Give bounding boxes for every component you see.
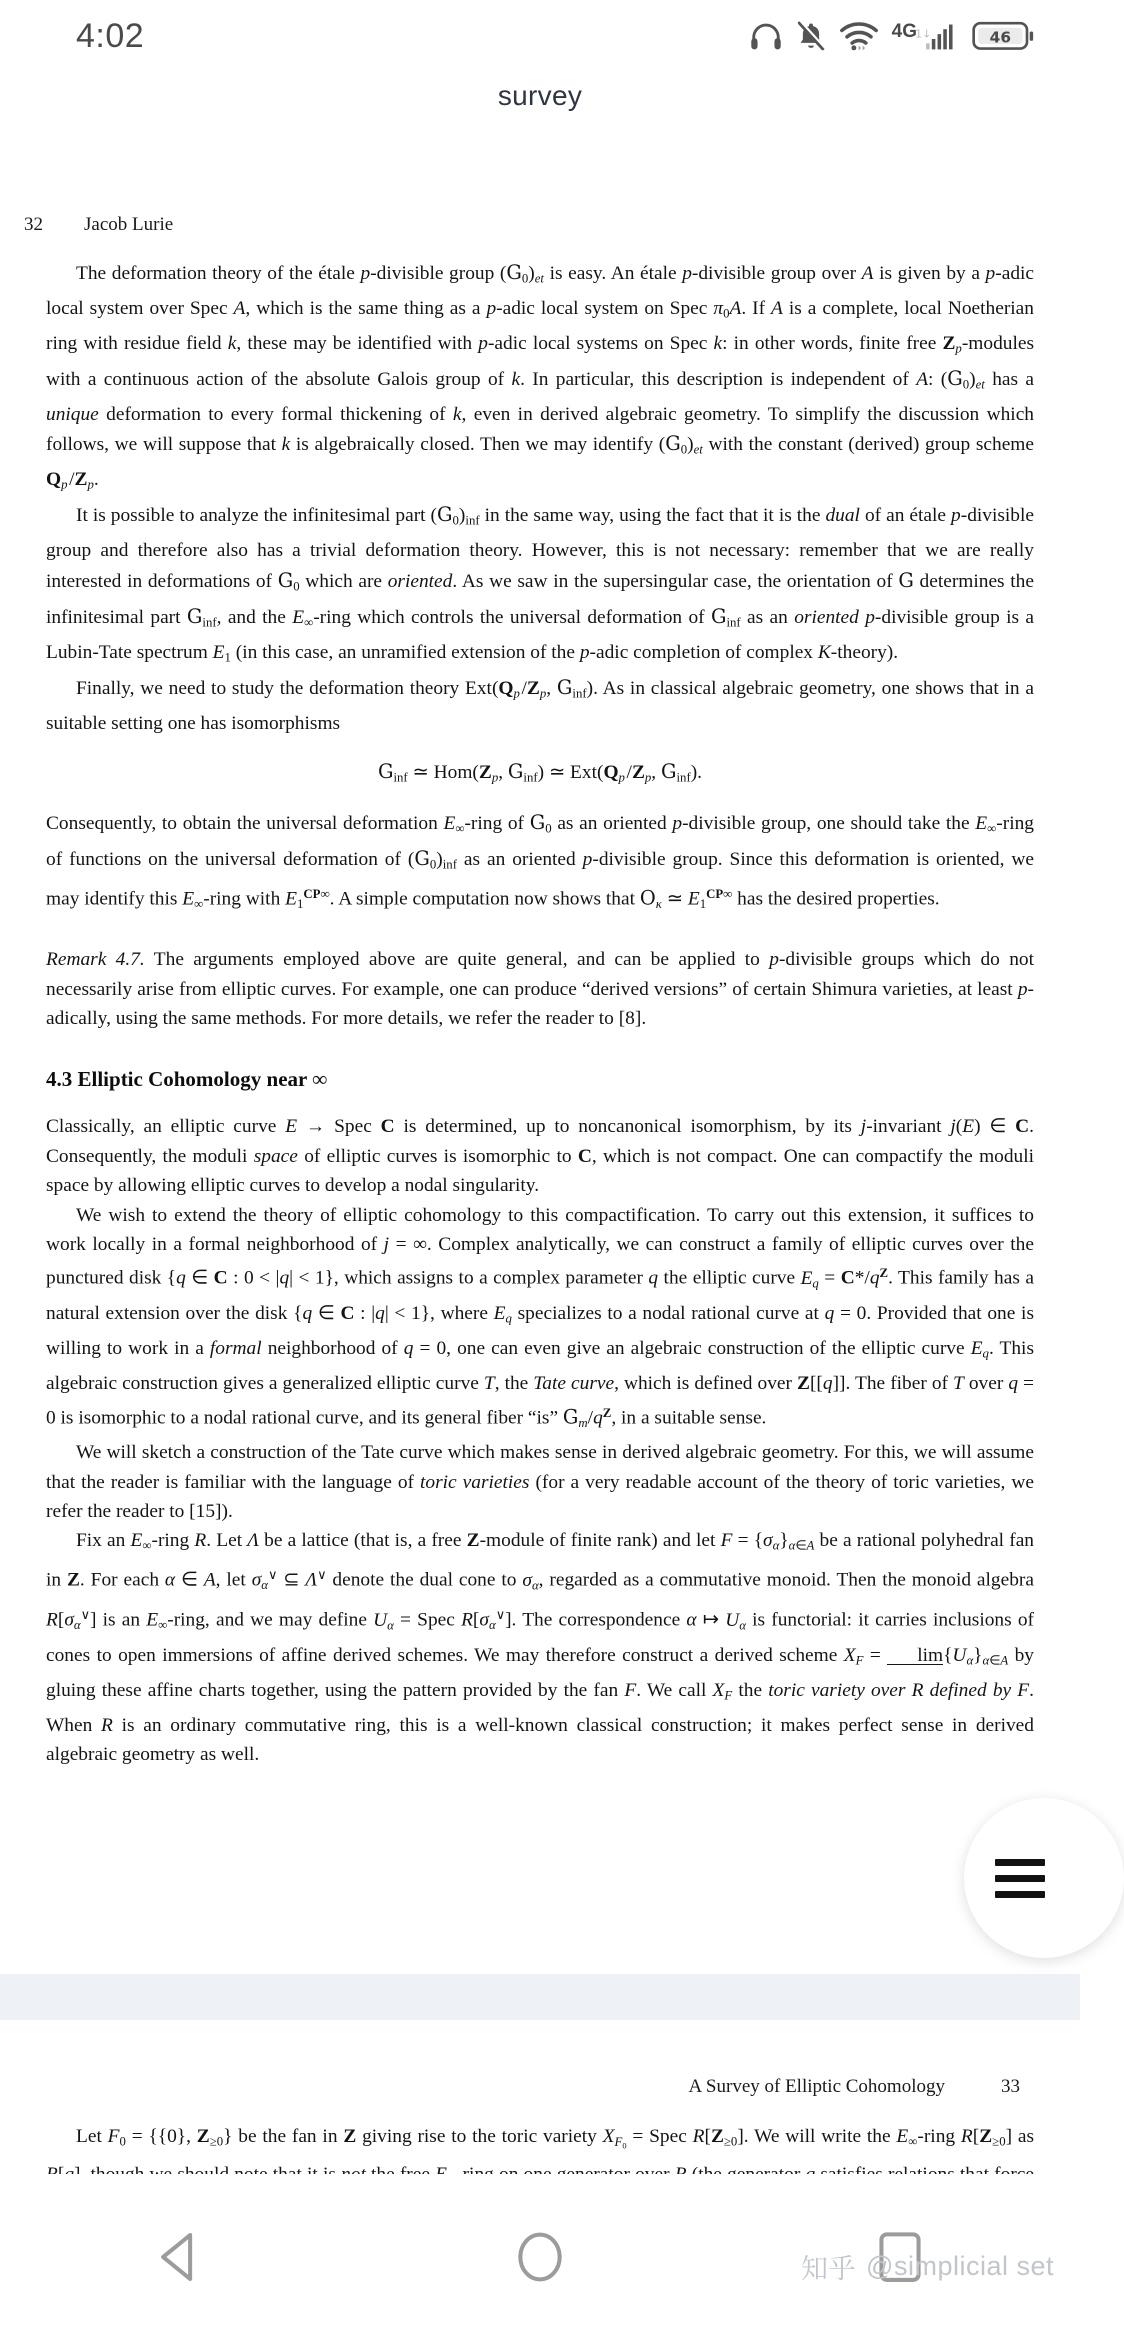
running-head-title: A Survey of Elliptic Cohomology	[688, 2076, 945, 2097]
paragraph-2: It is possible to analyze the infinitesimal part $(G_0)_{inf}$ in the same way, using the fact that it is the dual of an étale p-divisible group and therefore also has a trivial deformation theory. However, this is not necessary: remember that we are really interested in deformations of $G_0$ which are oriented. As we saw in the supersingular case, the orientation of G determines the infinitesimal part $G_{inf}$, and the $E_\infty$-ring which controls the universal deformation of $G_{inf}$ as an oriented p-divisible group is a Lubin-Tate spectrum $E_1$ (in this case, an unramified extension of the p-adic completion of complex K-theory).	[46, 503, 1035, 665]
app-title-bar	[0, 72, 1080, 120]
displayed-equation: $G_{inf}$ ≃ $Hom(Z_p$, $G_{inf}$) ≃ $Ext(Q_p$ $/Z_p$, $G_{inf}$).	[377, 760, 703, 785]
running-head-left	[24, 134, 1056, 236]
folio-number-right: 33	[1001, 2076, 1020, 2097]
back-triangle-icon	[154, 2230, 206, 2284]
hamburger-menu-icon	[995, 1850, 1045, 1907]
paragraph-8: Fix an $E_\infty$-ring R. Let Λ be a lattice (that is, a free Z-module of finite rank) and let $F = \{\sigma_\alpha\}_{\alpha\in A}$ be a rational polyhedral fan in Z. For each α ∈ A, let $\sigma_\alpha^\vee$ ⊆ Λ∨ denote the dual cone to $\sigma_\alpha$, regarded as a commutative monoid. Then the monoid algebra $R[\sigma_\alpha^\vee]$ is an $E_\infty$-ring, and we may define $U_\alpha$ = Spec $R[\sigma_\alpha^\vee]$. The correspondence α ↦ $U_\alpha$ is functorial: it carries inclusions of cones to open immersions of affine derived schemes. We may therefore construct a derived scheme $X_F = \lim\{U_\alpha\}_{\alpha\in A}$ by gluing these affine charts together, using the pattern provided by the fan F. We call $X_F$ the toric variety over R defined by F. When R is an ordinary commutative ring, this is a well-known classical construction; it makes perfect sense in derived algebraic geometry as well.	[46, 1530, 1034, 1765]
running-head-author: Jacob Lurie	[84, 214, 174, 235]
nav-home-button[interactable]	[360, 2229, 720, 2285]
page-32-body	[24, 258, 1056, 738]
remark-label: Remark 4.7.	[46, 949, 145, 971]
paragraph-3: Finally, we need to study the deformation theory $Ext(Q_p$ $/Z_p$, $G_{inf}$). As in classical algebraic geometry, one shows that in a suitable setting one has isomorphisms	[46, 675, 1034, 734]
remark-4-7: Remark 4.7. The arguments employed above are quite general, and can be applied to p-divisible groups which do not necessarily arise from elliptic curves. For example, one can produce “derived versions” of certain Shimura varieties, at least p-adically, using the same methods. For more details, we refer the reader to [8].	[46, 949, 1034, 1030]
pdf-page-32	[0, 134, 1080, 1974]
paragraph-9: Let $F_0 = \{\{0\}$, $Z_{\ge 0}$} be the fan in Z giving rise to the toric variety $X_{F_0}$ = Spec $R[Z_{\ge 0}]$. We will write the $E_\infty$-ring $R[Z_{\ge 0}]$ as	[76, 2126, 1035, 2150]
page-title: survey	[497, 80, 583, 111]
svg-text:46: 46	[989, 28, 1012, 47]
page-separator	[0, 1974, 1080, 2020]
home-circle-icon	[514, 2229, 566, 2285]
section-heading-4-3: 4.3 Elliptic Cohomology near ∞	[46, 1067, 328, 1092]
bell-muted-icon	[796, 20, 826, 52]
paragraph-7: We will sketch a construction of the Tate curve which makes sense in derived algebraic geometry. For this, we will assume that the reader is familiar with the language of toric varieties (for a very readable account of the theory of toric varieties, we refer the reader to [15]).	[46, 1442, 1034, 1522]
signal-4g-icon	[892, 21, 959, 51]
status-icon-group	[749, 20, 1034, 52]
document-reader-canvas[interactable]	[0, 134, 1080, 2174]
running-head-right	[24, 2020, 1056, 2098]
wifi-icon	[839, 21, 879, 51]
network-type-label: 4G	[891, 21, 917, 42]
status-bar	[0, 0, 1080, 72]
paragraph-5: Classically, an elliptic curve E → Spec C is determined, up to noncanonical isomorphism, by its j-invariant j(E) ∈ C. Consequently, the moduli space of elliptic curves is isomorphic to C, which is not compact. One can compactify the moduli space by allowing elliptic curves to develop a nodal singularity.	[46, 1116, 1035, 1197]
battery-icon	[972, 20, 1034, 52]
nav-back-button[interactable]	[0, 2230, 360, 2284]
zhihu-watermark	[801, 2247, 1054, 2286]
folio-number-left: 32	[24, 214, 43, 235]
status-clock: 4:02	[76, 16, 145, 55]
paragraph-4: Consequently, to obtain the universal deformation $E_\infty$-ring of $G_0$ as an oriented p-divisible group, one should take the $E_\infty$-ring of functions on the universal deformation of $(G_0)_{inf}$ as an oriented p-divisible group. Since this deformation is oriented, we may identify this $E_\infty$-ring with $E_1^{CP\infty}$. A simple computation now shows that $O_\kappa$ ≃ $E_1^{CP\infty}$ has the desired properties.	[46, 810, 1034, 911]
paragraph-1: The deformation theory of the étale p-divisible group $(G_0)_{et}$ is easy. An étale p-divisible group over A is given by a p-adic local system over Spec A, which is the same thing as a p-adic local system on Spec $\pi_0A$. If A is a complete, local Noetherian ring with residue field k, these may be identified with p-adic local systems on Spec k: in other words, finite free $Z_p$-modules with a continuous action of the absolute Galois group of k. In particular, this description is independent of A: $(G_0)_{et}$ has a unique deformation to every formal thickening of k, even in derived algebraic geometry. To simplify the discussion which follows, we will suppose that k is algebraically closed. Then we may identify $(G_0)_{et}$ with the constant (derived) group scheme $Q_p$ $/Z_p$.	[46, 261, 1035, 492]
zhihu-logo: 知乎	[801, 2254, 857, 2285]
watermark-handle: @simplicial set	[866, 2251, 1054, 2281]
menu-fab-button[interactable]	[964, 1798, 1124, 1958]
headphones-icon	[749, 21, 783, 51]
svg-text:1↓: 1↓	[915, 27, 932, 41]
paragraph-6: We wish to extend the theory of elliptic cohomology to this compactification. To carry out this extension, it suffices to work locally in a formal neighborhood of j = ∞. Complex analytically, we can construct a family of elliptic curves over the punctured disk {q ∈ C : 0 < |q| < 1}, which assigns to a complex parameter q the elliptic curve $E_q = C*/q^Z$. This family has a natural extension over the disk {q ∈ C : |q| < 1}, where $E_q$ specializes to a nodal rational curve at q = 0. Provided that one is willing to work in a formal neighborhood of q = 0, one can even give an algebraic construction of the elliptic curve $E_q$. This algebraic construction gives a generalized elliptic curve T, the Tate curve, which is defined over Z[[q]]. The fiber of T over q = 0 is isomorphic to a nodal rational curve, and its general fiber “is” $G_m/q^Z$, in a suitable sense.	[46, 1204, 1034, 1430]
